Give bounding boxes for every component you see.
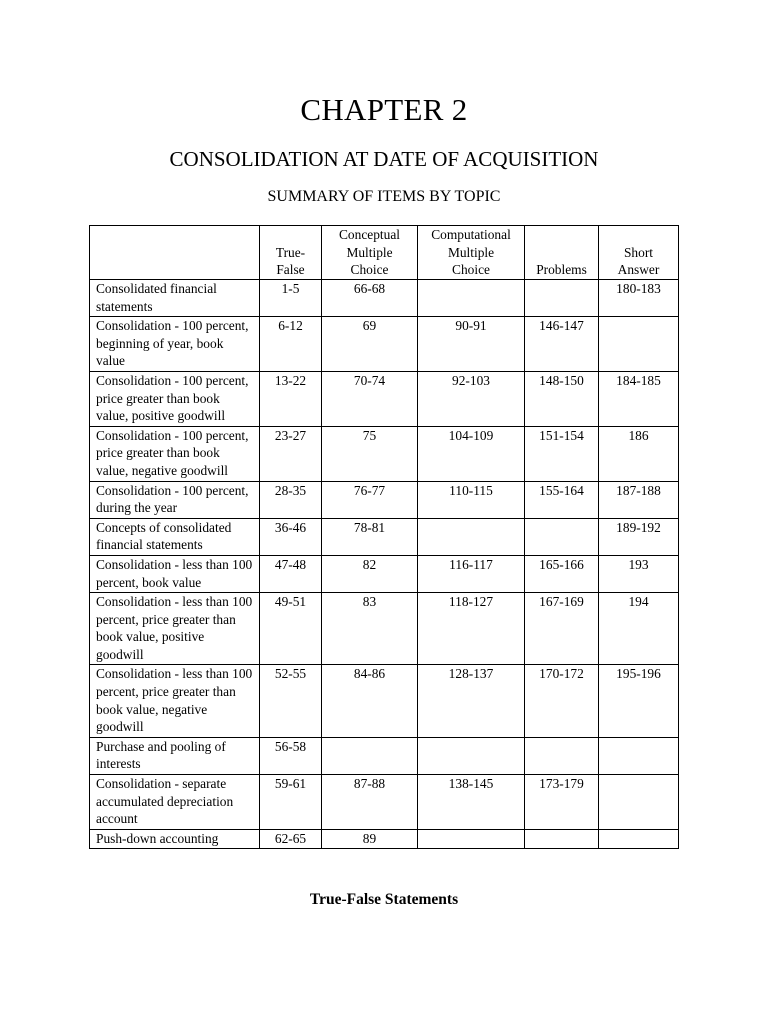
cell-true-false: 47-48: [260, 555, 322, 592]
cell-computational-mc: 104-109: [418, 426, 525, 481]
cell-problems: 155-164: [525, 481, 599, 518]
table-row: [90, 518, 679, 555]
table-row: [90, 665, 679, 737]
cell-computational-mc: [418, 518, 525, 555]
cell-true-false: 23-27: [260, 426, 322, 481]
cell-short-answer: [599, 737, 679, 774]
cell-topic: Consolidated financial statements: [90, 280, 260, 317]
cell-conceptual-mc: [322, 737, 418, 774]
cell-short-answer: [599, 317, 679, 372]
cell-topic: Consolidation - less than 100 percent, book value: [90, 555, 260, 592]
cell-computational-mc: 128-137: [418, 665, 525, 737]
cell-computational-mc: 138-145: [418, 775, 525, 830]
header-short-answer: Short Answer: [599, 226, 679, 280]
header-problems: Problems: [525, 226, 599, 280]
cell-short-answer: 194: [599, 593, 679, 665]
cell-true-false: 36-46: [260, 518, 322, 555]
summary-table: [89, 225, 679, 849]
cell-true-false: 28-35: [260, 481, 322, 518]
cell-problems: [525, 829, 599, 849]
table-row: [90, 371, 679, 426]
table-row: [90, 775, 679, 830]
cell-short-answer: [599, 829, 679, 849]
cell-problems: 165-166: [525, 555, 599, 592]
cell-computational-mc: [418, 737, 525, 774]
cell-conceptual-mc: 84-86: [322, 665, 418, 737]
cell-conceptual-mc: 83: [322, 593, 418, 665]
cell-conceptual-mc: 82: [322, 555, 418, 592]
table-header-row: [90, 226, 679, 280]
cell-computational-mc: 92-103: [418, 371, 525, 426]
cell-problems: [525, 518, 599, 555]
cell-conceptual-mc: 78-81: [322, 518, 418, 555]
cell-true-false: 56-58: [260, 737, 322, 774]
cell-problems: 148-150: [525, 371, 599, 426]
table-row: [90, 317, 679, 372]
cell-topic: Consolidation - less than 100 percent, price greater than book value, negative goodwill: [90, 665, 260, 737]
page-subtitle: CONSOLIDATION AT DATE OF ACQUISITION: [169, 147, 599, 171]
header-computational-mc: Computational Multiple Choice: [418, 226, 525, 280]
cell-computational-mc: 110-115: [418, 481, 525, 518]
cell-short-answer: 187-188: [599, 481, 679, 518]
cell-short-answer: 184-185: [599, 371, 679, 426]
cell-problems: 173-179: [525, 775, 599, 830]
table-row: [90, 737, 679, 774]
cell-conceptual-mc: 66-68: [322, 280, 418, 317]
cell-conceptual-mc: 70-74: [322, 371, 418, 426]
cell-short-answer: 193: [599, 555, 679, 592]
cell-topic: Purchase and pooling of interests: [90, 737, 260, 774]
cell-short-answer: [599, 775, 679, 830]
header-true-false: True- False: [260, 226, 322, 280]
cell-topic: Consolidation - 100 percent, during the year: [90, 481, 260, 518]
header-conceptual-mc: Conceptual Multiple Choice: [322, 226, 418, 280]
table-row: [90, 426, 679, 481]
cell-short-answer: 180-183: [599, 280, 679, 317]
table-row: [90, 593, 679, 665]
cell-computational-mc: 116-117: [418, 555, 525, 592]
cell-short-answer: 186: [599, 426, 679, 481]
cell-problems: [525, 280, 599, 317]
cell-topic: Concepts of consolidated financial statements: [90, 518, 260, 555]
cell-short-answer: 195-196: [599, 665, 679, 737]
cell-true-false: 62-65: [260, 829, 322, 849]
table-title: SUMMARY OF ITEMS BY TOPIC: [267, 188, 501, 205]
header-topic: [90, 226, 260, 280]
cell-topic: Consolidation - 100 percent, price greater than book value, negative goodwill: [90, 426, 260, 481]
cell-topic: Push-down accounting: [90, 829, 260, 849]
cell-true-false: 49-51: [260, 593, 322, 665]
cell-conceptual-mc: 89: [322, 829, 418, 849]
table-row: [90, 555, 679, 592]
cell-computational-mc: [418, 829, 525, 849]
cell-topic: Consolidation - 100 percent, price greater than book value, positive goodwill: [90, 371, 260, 426]
cell-true-false: 1-5: [260, 280, 322, 317]
cell-true-false: 6-12: [260, 317, 322, 372]
cell-conceptual-mc: 69: [322, 317, 418, 372]
cell-problems: [525, 737, 599, 774]
cell-conceptual-mc: 87-88: [322, 775, 418, 830]
cell-computational-mc: 118-127: [418, 593, 525, 665]
cell-true-false: 59-61: [260, 775, 322, 830]
table-row: [90, 481, 679, 518]
cell-topic: Consolidation - less than 100 percent, price greater than book value, positive goodwill: [90, 593, 260, 665]
cell-problems: 170-172: [525, 665, 599, 737]
table-row: [90, 280, 679, 317]
cell-conceptual-mc: 76-77: [322, 481, 418, 518]
cell-true-false: 52-55: [260, 665, 322, 737]
cell-short-answer: 189-192: [599, 518, 679, 555]
page-title: CHAPTER 2: [300, 92, 468, 127]
cell-problems: 146-147: [525, 317, 599, 372]
cell-computational-mc: 90-91: [418, 317, 525, 372]
table-body: [90, 280, 679, 849]
cell-problems: 151-154: [525, 426, 599, 481]
cell-topic: Consolidation - 100 percent, beginning of year, book value: [90, 317, 260, 372]
section-heading: True-False Statements: [309, 891, 459, 908]
cell-true-false: 13-22: [260, 371, 322, 426]
cell-problems: 167-169: [525, 593, 599, 665]
cell-topic: Consolidation - separate accumulated depreciation account: [90, 775, 260, 830]
cell-conceptual-mc: 75: [322, 426, 418, 481]
cell-computational-mc: [418, 280, 525, 317]
table-row: [90, 829, 679, 849]
